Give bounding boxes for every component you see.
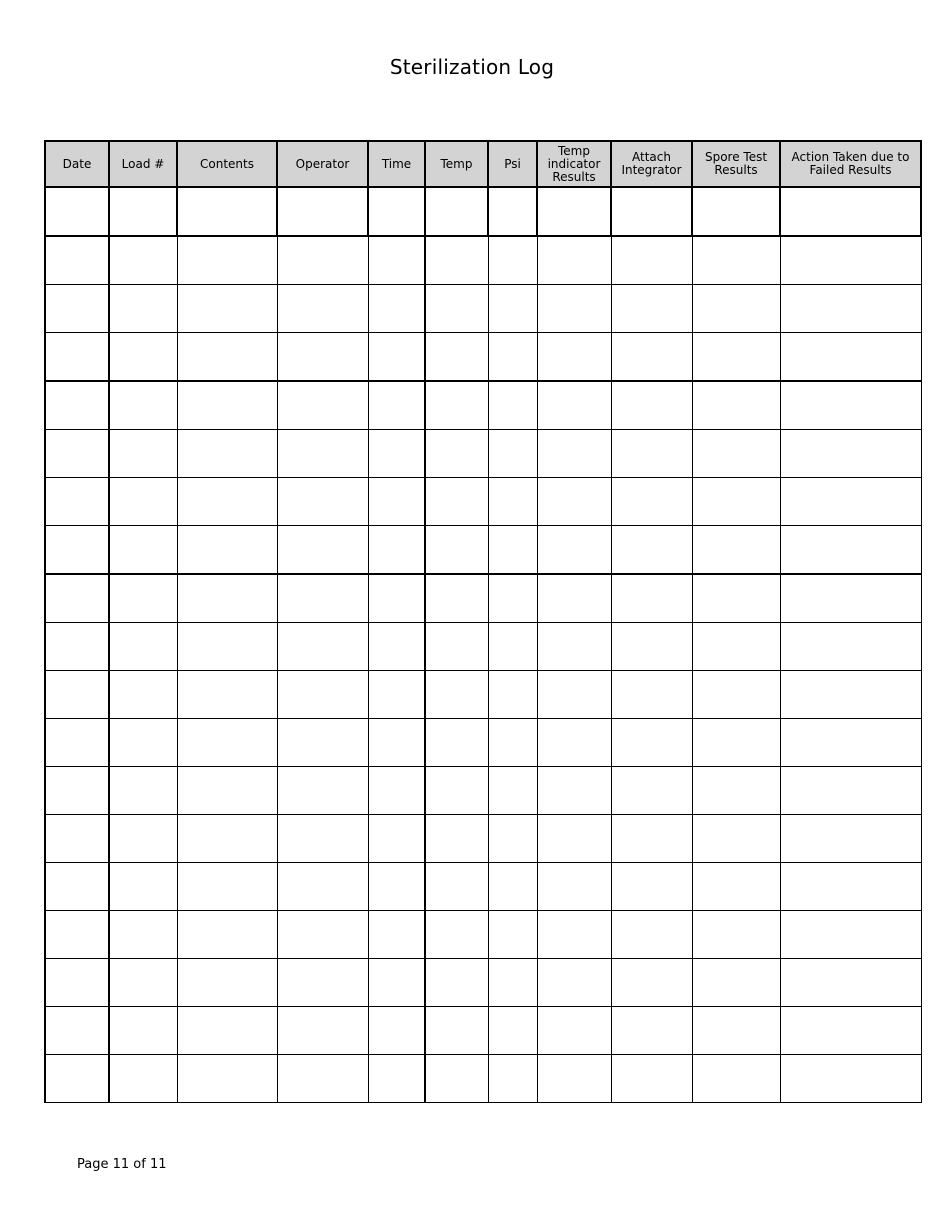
cell-action_taken[interactable] [780,430,921,478]
cell-operator[interactable] [277,959,368,1007]
cell-temp_indicator[interactable] [537,671,611,719]
cell-temp[interactable] [425,911,488,959]
cell-spore_test[interactable] [692,574,780,623]
cell-attach_integrator[interactable] [611,815,692,863]
cell-temp[interactable] [425,236,488,285]
table-row [45,430,921,478]
cell-attach_integrator[interactable] [611,767,692,815]
cell-psi[interactable] [488,767,537,815]
table-row [45,285,921,333]
cell-action_taken[interactable] [780,1007,921,1055]
cell-date[interactable] [45,574,109,623]
cell-date[interactable] [45,381,109,430]
cell-action_taken[interactable] [780,767,921,815]
cell-attach_integrator[interactable] [611,187,692,236]
cell-psi[interactable] [488,574,537,623]
cell-psi[interactable] [488,863,537,911]
cell-spore_test[interactable] [692,381,780,430]
cell-operator[interactable] [277,430,368,478]
cell-operator[interactable] [277,333,368,382]
cell-operator[interactable] [277,623,368,671]
cell-attach_integrator[interactable] [611,285,692,333]
cell-spore_test[interactable] [692,285,780,333]
cell-temp_indicator[interactable] [537,623,611,671]
cell-temp_indicator[interactable] [537,236,611,285]
cell-temp_indicator[interactable] [537,526,611,575]
cell-contents[interactable] [177,1055,277,1103]
cell-spore_test[interactable] [692,526,780,575]
cell-time[interactable] [368,671,425,719]
cell-spore_test[interactable] [692,1007,780,1055]
cell-action_taken[interactable] [780,574,921,623]
cell-load[interactable] [109,911,177,959]
cell-contents[interactable] [177,381,277,430]
cell-temp_indicator[interactable] [537,1055,611,1103]
cell-action_taken[interactable] [780,236,921,285]
cell-operator[interactable] [277,767,368,815]
table-row [45,1007,921,1055]
cell-load[interactable] [109,187,177,236]
cell-temp_indicator[interactable] [537,719,611,767]
cell-load[interactable] [109,333,177,382]
cell-temp_indicator[interactable] [537,333,611,382]
cell-action_taken[interactable] [780,671,921,719]
cell-date[interactable] [45,959,109,1007]
cell-time[interactable] [368,285,425,333]
cell-psi[interactable] [488,478,537,526]
cell-action_taken[interactable] [780,815,921,863]
cell-operator[interactable] [277,381,368,430]
cell-date[interactable] [45,911,109,959]
cell-time[interactable] [368,1055,425,1103]
cell-operator[interactable] [277,863,368,911]
cell-date[interactable] [45,478,109,526]
cell-load[interactable] [109,959,177,1007]
cell-contents[interactable] [177,526,277,575]
cell-attach_integrator[interactable] [611,381,692,430]
cell-temp[interactable] [425,526,488,575]
cell-temp_indicator[interactable] [537,959,611,1007]
cell-temp[interactable] [425,671,488,719]
cell-temp_indicator[interactable] [537,911,611,959]
column-header-temp: Temp [425,141,488,187]
cell-date[interactable] [45,526,109,575]
sterilization-log-table [44,140,922,1103]
cell-time[interactable] [368,381,425,430]
column-header-date: Date [45,141,109,187]
cell-attach_integrator[interactable] [611,478,692,526]
cell-action_taken[interactable] [780,719,921,767]
cell-spore_test[interactable] [692,815,780,863]
cell-temp_indicator[interactable] [537,1007,611,1055]
column-header-psi: Psi [488,141,537,187]
cell-contents[interactable] [177,767,277,815]
cell-psi[interactable] [488,959,537,1007]
cell-date[interactable] [45,1007,109,1055]
cell-spore_test[interactable] [692,767,780,815]
cell-attach_integrator[interactable] [611,1055,692,1103]
table-body [45,187,921,1103]
cell-temp[interactable] [425,623,488,671]
cell-date[interactable] [45,430,109,478]
cell-operator[interactable] [277,1055,368,1103]
cell-date[interactable] [45,187,109,236]
table-row [45,478,921,526]
table-row [45,526,921,575]
cell-temp[interactable] [425,285,488,333]
cell-psi[interactable] [488,381,537,430]
cell-time[interactable] [368,863,425,911]
cell-psi[interactable] [488,526,537,575]
column-header-action-taken: Action Taken due to Failed Results [780,141,921,187]
cell-time[interactable] [368,815,425,863]
cell-contents[interactable] [177,1007,277,1055]
cell-contents[interactable] [177,430,277,478]
cell-temp[interactable] [425,333,488,382]
cell-temp[interactable] [425,1055,488,1103]
cell-psi[interactable] [488,1007,537,1055]
cell-temp_indicator[interactable] [537,381,611,430]
cell-psi[interactable] [488,671,537,719]
cell-action_taken[interactable] [780,526,921,575]
cell-attach_integrator[interactable] [611,623,692,671]
cell-spore_test[interactable] [692,959,780,1007]
table-row [45,815,921,863]
cell-temp[interactable] [425,187,488,236]
cell-date[interactable] [45,285,109,333]
column-header-contents: Contents [177,141,277,187]
cell-load[interactable] [109,1055,177,1103]
cell-contents[interactable] [177,333,277,382]
cell-attach_integrator[interactable] [611,574,692,623]
column-header-load: Load # [109,141,177,187]
cell-contents[interactable] [177,815,277,863]
cell-temp[interactable] [425,430,488,478]
cell-operator[interactable] [277,1007,368,1055]
cell-load[interactable] [109,671,177,719]
cell-time[interactable] [368,767,425,815]
cell-temp_indicator[interactable] [537,285,611,333]
cell-operator[interactable] [277,815,368,863]
cell-attach_integrator[interactable] [611,719,692,767]
cell-load[interactable] [109,767,177,815]
table-row [45,959,921,1007]
cell-contents[interactable] [177,236,277,285]
cell-attach_integrator[interactable] [611,671,692,719]
cell-attach_integrator[interactable] [611,236,692,285]
cell-psi[interactable] [488,911,537,959]
table-row [45,911,921,959]
cell-spore_test[interactable] [692,236,780,285]
cell-date[interactable] [45,671,109,719]
cell-time[interactable] [368,623,425,671]
cell-psi[interactable] [488,333,537,382]
cell-spore_test[interactable] [692,911,780,959]
cell-operator[interactable] [277,478,368,526]
cell-spore_test[interactable] [692,430,780,478]
cell-temp_indicator[interactable] [537,574,611,623]
cell-temp[interactable] [425,767,488,815]
cell-contents[interactable] [177,187,277,236]
cell-load[interactable] [109,815,177,863]
cell-operator[interactable] [277,671,368,719]
table-row [45,719,921,767]
cell-contents[interactable] [177,863,277,911]
page-title: Sterilization Log [389,55,555,79]
cell-load[interactable] [109,236,177,285]
cell-time[interactable] [368,333,425,382]
table-row [45,187,921,236]
cell-operator[interactable] [277,285,368,333]
cell-contents[interactable] [177,285,277,333]
cell-date[interactable] [45,623,109,671]
table-row [45,381,921,430]
cell-load[interactable] [109,1007,177,1055]
cell-time[interactable] [368,911,425,959]
cell-load[interactable] [109,623,177,671]
cell-time[interactable] [368,526,425,575]
cell-operator[interactable] [277,911,368,959]
cell-contents[interactable] [177,911,277,959]
cell-temp[interactable] [425,574,488,623]
cell-temp[interactable] [425,815,488,863]
table-row [45,767,921,815]
cell-time[interactable] [368,959,425,1007]
cell-action_taken[interactable] [780,623,921,671]
table-row [45,671,921,719]
cell-temp[interactable] [425,381,488,430]
cell-spore_test[interactable] [692,478,780,526]
cell-time[interactable] [368,478,425,526]
cell-action_taken[interactable] [780,863,921,911]
cell-action_taken[interactable] [780,187,921,236]
cell-temp_indicator[interactable] [537,767,611,815]
cell-load[interactable] [109,285,177,333]
cell-time[interactable] [368,430,425,478]
cell-contents[interactable] [177,959,277,1007]
page-number: Page 11 of 11 [77,1157,167,1172]
cell-time[interactable] [368,236,425,285]
table-row [45,333,921,382]
cell-spore_test[interactable] [692,863,780,911]
cell-temp_indicator[interactable] [537,478,611,526]
cell-operator[interactable] [277,236,368,285]
cell-load[interactable] [109,478,177,526]
cell-psi[interactable] [488,285,537,333]
cell-temp[interactable] [425,1007,488,1055]
column-header-attach-integrator: Attach Integrator [611,141,692,187]
cell-temp[interactable] [425,863,488,911]
cell-action_taken[interactable] [780,333,921,382]
cell-psi[interactable] [488,1055,537,1103]
cell-spore_test[interactable] [692,1055,780,1103]
column-header-operator: Operator [277,141,368,187]
cell-date[interactable] [45,333,109,382]
cell-spore_test[interactable] [692,623,780,671]
cell-psi[interactable] [488,430,537,478]
cell-action_taken[interactable] [780,911,921,959]
cell-action_taken[interactable] [780,478,921,526]
cell-load[interactable] [109,863,177,911]
cell-date[interactable] [45,767,109,815]
cell-date[interactable] [45,236,109,285]
cell-psi[interactable] [488,623,537,671]
cell-temp[interactable] [425,478,488,526]
cell-temp_indicator[interactable] [537,863,611,911]
cell-spore_test[interactable] [692,719,780,767]
cell-attach_integrator[interactable] [611,959,692,1007]
cell-psi[interactable] [488,236,537,285]
cell-contents[interactable] [177,574,277,623]
cell-attach_integrator[interactable] [611,911,692,959]
cell-psi[interactable] [488,815,537,863]
cell-attach_integrator[interactable] [611,430,692,478]
cell-load[interactable] [109,526,177,575]
cell-spore_test[interactable] [692,187,780,236]
cell-action_taken[interactable] [780,1055,921,1103]
cell-date[interactable] [45,719,109,767]
cell-operator[interactable] [277,574,368,623]
cell-operator[interactable] [277,526,368,575]
cell-attach_integrator[interactable] [611,1007,692,1055]
cell-load[interactable] [109,381,177,430]
cell-temp_indicator[interactable] [537,430,611,478]
cell-attach_integrator[interactable] [611,526,692,575]
cell-action_taken[interactable] [780,285,921,333]
cell-time[interactable] [368,187,425,236]
column-header-temp-indicator: Temp indicator Results [537,141,611,187]
cell-contents[interactable] [177,671,277,719]
cell-date[interactable] [45,1055,109,1103]
cell-time[interactable] [368,1007,425,1055]
cell-psi[interactable] [488,719,537,767]
cell-attach_integrator[interactable] [611,863,692,911]
table-row [45,574,921,623]
column-header-spore-test: Spore Test Results [692,141,780,187]
cell-load[interactable] [109,719,177,767]
cell-attach_integrator[interactable] [611,333,692,382]
column-header-time: Time [368,141,425,187]
cell-temp_indicator[interactable] [537,187,611,236]
table-row [45,1055,921,1103]
cell-contents[interactable] [177,719,277,767]
cell-date[interactable] [45,863,109,911]
table-row [45,236,921,285]
cell-operator[interactable] [277,719,368,767]
cell-temp_indicator[interactable] [537,815,611,863]
cell-operator[interactable] [277,187,368,236]
cell-time[interactable] [368,719,425,767]
cell-temp[interactable] [425,719,488,767]
cell-contents[interactable] [177,478,277,526]
cell-action_taken[interactable] [780,381,921,430]
header-row [45,141,921,187]
table-row [45,863,921,911]
cell-date[interactable] [45,815,109,863]
cell-spore_test[interactable] [692,671,780,719]
cell-load[interactable] [109,430,177,478]
table-row [45,623,921,671]
cell-contents[interactable] [177,623,277,671]
cell-spore_test[interactable] [692,333,780,382]
cell-temp[interactable] [425,959,488,1007]
cell-psi[interactable] [488,187,537,236]
cell-time[interactable] [368,574,425,623]
cell-load[interactable] [109,574,177,623]
cell-action_taken[interactable] [780,959,921,1007]
